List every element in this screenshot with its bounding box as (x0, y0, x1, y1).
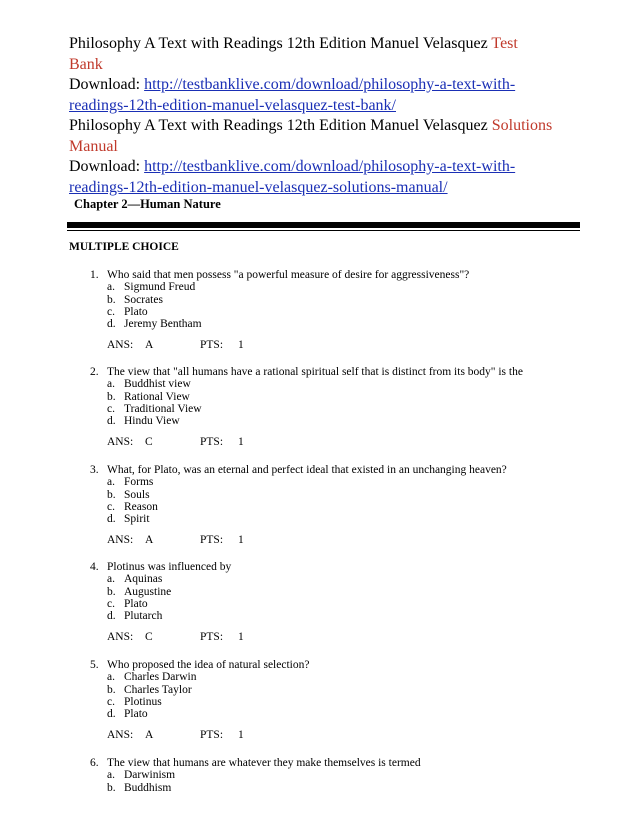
ans-label: ANS: (107, 729, 134, 742)
option-text: Aquinas (124, 573, 163, 586)
option-letter: d. (107, 415, 116, 428)
question-4 (90, 561, 560, 644)
chapter-divider-thick (67, 222, 580, 228)
pts-label: PTS: (200, 436, 224, 449)
option-text: Rational View (124, 390, 190, 403)
option-text: Plotinus (124, 695, 162, 708)
answer-option (90, 489, 560, 501)
download-line-3 (69, 157, 581, 178)
question-stem (90, 561, 560, 573)
download-line-2 (69, 96, 581, 117)
option-text: Buddhism (124, 781, 172, 794)
answer-option (90, 708, 560, 720)
section-title: MULTIPLE CHOICE (69, 241, 179, 253)
option-text: Spirit (124, 513, 150, 526)
question-number: 3. (90, 464, 99, 476)
question-number: 2. (90, 366, 99, 378)
download-label: Download: (69, 158, 145, 175)
pts-value: 1 (238, 631, 244, 644)
option-letter: c. (107, 500, 115, 513)
question-1 (90, 269, 560, 352)
question-stem (90, 269, 560, 281)
pts-label: PTS: (200, 534, 224, 547)
option-letter: a. (107, 769, 115, 782)
answer-option (90, 782, 560, 794)
download-header (69, 34, 581, 198)
answer-option (90, 476, 560, 488)
option-text: Sigmund Freud (124, 281, 196, 294)
option-letter: c. (107, 305, 115, 318)
answer-option (90, 586, 560, 598)
answer-option (90, 415, 560, 427)
answer-option (90, 671, 560, 683)
header-title-line-4 (69, 137, 581, 158)
header-title-line-1 (69, 34, 581, 55)
option-letter: d. (107, 708, 116, 721)
question-stem (90, 659, 560, 671)
answer-option (90, 598, 560, 610)
pts-value: 1 (238, 436, 244, 449)
ans-label: ANS: (107, 339, 134, 352)
question-number: 5. (90, 659, 99, 671)
answer-option (90, 610, 560, 622)
ans-label: ANS: (107, 436, 134, 449)
solutions-manual-link[interactable]: http://testbanklive.com/download/philosophy-a-text-with- (144, 158, 516, 175)
title-red-text: Manual (69, 137, 118, 155)
option-text: Plutarch (124, 610, 163, 623)
ans-value: C (145, 631, 153, 644)
question-number: 4. (90, 561, 99, 573)
answer-option (90, 378, 560, 390)
pts-value: 1 (238, 729, 244, 742)
title-red-text: Bank (69, 55, 103, 73)
title-text: Philosophy A Text with Readings 12th Edition Manuel Velasquez (69, 117, 492, 134)
question-text: The view that humans are whatever they make themselves is termed (107, 757, 421, 769)
option-letter: d. (107, 513, 116, 526)
option-letter: c. (107, 402, 115, 415)
option-text: Forms (124, 476, 154, 489)
answer-option (90, 281, 560, 293)
download-line-4 (69, 178, 581, 199)
option-letter: a. (107, 476, 115, 489)
answer-option (90, 391, 560, 403)
answer-option (90, 294, 560, 306)
test-bank-link-continued[interactable]: readings-12th-edition-manuel-velasquez-test-bank/ (69, 96, 396, 114)
question-2 (90, 366, 560, 449)
option-text: Buddhist view (124, 378, 191, 391)
pts-value: 1 (238, 534, 244, 547)
solutions-manual-link-continued[interactable]: readings-12th-edition-manuel-velasquez-solutions-manual/ (69, 178, 448, 196)
option-text: Hindu View (124, 415, 180, 428)
test-bank-link[interactable]: http://testbanklive.com/download/philosophy-a-text-with- (144, 76, 516, 93)
pts-label: PTS: (200, 729, 224, 742)
question-text: Plotinus was influenced by (107, 561, 232, 573)
chapter-title: Chapter 2—Human Nature (74, 197, 221, 211)
ans-value: A (145, 729, 154, 742)
question-stem (90, 757, 560, 769)
question-6 (90, 757, 560, 794)
pts-label: PTS: (200, 631, 224, 644)
question-stem (90, 464, 560, 476)
option-letter: b. (107, 390, 116, 403)
question-text: The view that "all humans have a rational spiritual self that is distinct from its body" is the (107, 366, 523, 378)
answer-option (90, 501, 560, 513)
answer-option (90, 513, 560, 525)
question-text: Who said that men possess "a powerful measure of desire for aggressiveness"? (107, 269, 470, 281)
header-title-line-3 (69, 116, 581, 137)
pts-value: 1 (238, 339, 244, 352)
option-text: Plato (124, 305, 148, 318)
question-stem (90, 366, 560, 378)
answer-key (90, 729, 560, 741)
answer-key (90, 631, 560, 643)
option-letter: b. (107, 585, 116, 598)
option-text: Reason (124, 500, 158, 513)
question-text: Who proposed the idea of natural selection? (107, 659, 310, 671)
option-letter: d. (107, 318, 116, 331)
question-number: 1. (90, 269, 99, 281)
option-letter: c. (107, 597, 115, 610)
ans-label: ANS: (107, 631, 134, 644)
option-text: Plato (124, 708, 148, 721)
option-text: Souls (124, 488, 150, 501)
ans-value: A (145, 534, 154, 547)
question-3 (90, 464, 560, 547)
option-text: Jeremy Bentham (124, 318, 202, 331)
option-letter: b. (107, 683, 116, 696)
answer-key (90, 339, 560, 351)
chapter-divider-thin (67, 230, 580, 231)
option-letter: a. (107, 378, 115, 391)
answer-option (90, 696, 560, 708)
option-text: Charles Darwin (124, 671, 197, 684)
question-text: What, for Plato, was an eternal and perfect ideal that existed in an unchanging heaven? (107, 464, 507, 476)
option-letter: b. (107, 293, 116, 306)
option-text: Charles Taylor (124, 683, 192, 696)
download-line-1 (69, 75, 581, 96)
title-red-text: Test (491, 35, 518, 52)
option-text: Socrates (124, 293, 163, 306)
answer-option (90, 318, 560, 330)
title-red-text: Solutions (491, 117, 553, 134)
option-letter: a. (107, 671, 115, 684)
option-letter: a. (107, 281, 115, 294)
pts-label: PTS: (200, 339, 224, 352)
answer-option (90, 403, 560, 415)
title-text: Philosophy A Text with Readings 12th Edition Manuel Velasquez (69, 35, 492, 52)
question-number: 6. (90, 757, 99, 769)
option-letter: b. (107, 488, 116, 501)
option-letter: c. (107, 695, 115, 708)
option-text: Augustine (124, 585, 172, 598)
answer-key (90, 534, 560, 546)
answer-option (90, 306, 560, 318)
option-text: Plato (124, 597, 148, 610)
option-letter: b. (107, 781, 116, 794)
ans-value: A (145, 339, 154, 352)
option-text: Darwinism (124, 769, 176, 782)
answer-option (90, 573, 560, 585)
option-letter: d. (107, 610, 116, 623)
option-letter: a. (107, 573, 115, 586)
ans-value: C (145, 436, 153, 449)
answer-key (90, 436, 560, 448)
header-title-line-2 (69, 55, 581, 76)
download-label: Download: (69, 76, 145, 93)
question-5 (90, 659, 560, 742)
option-text: Traditional View (124, 402, 202, 415)
answer-option (90, 684, 560, 696)
ans-label: ANS: (107, 534, 134, 547)
answer-option (90, 769, 560, 781)
